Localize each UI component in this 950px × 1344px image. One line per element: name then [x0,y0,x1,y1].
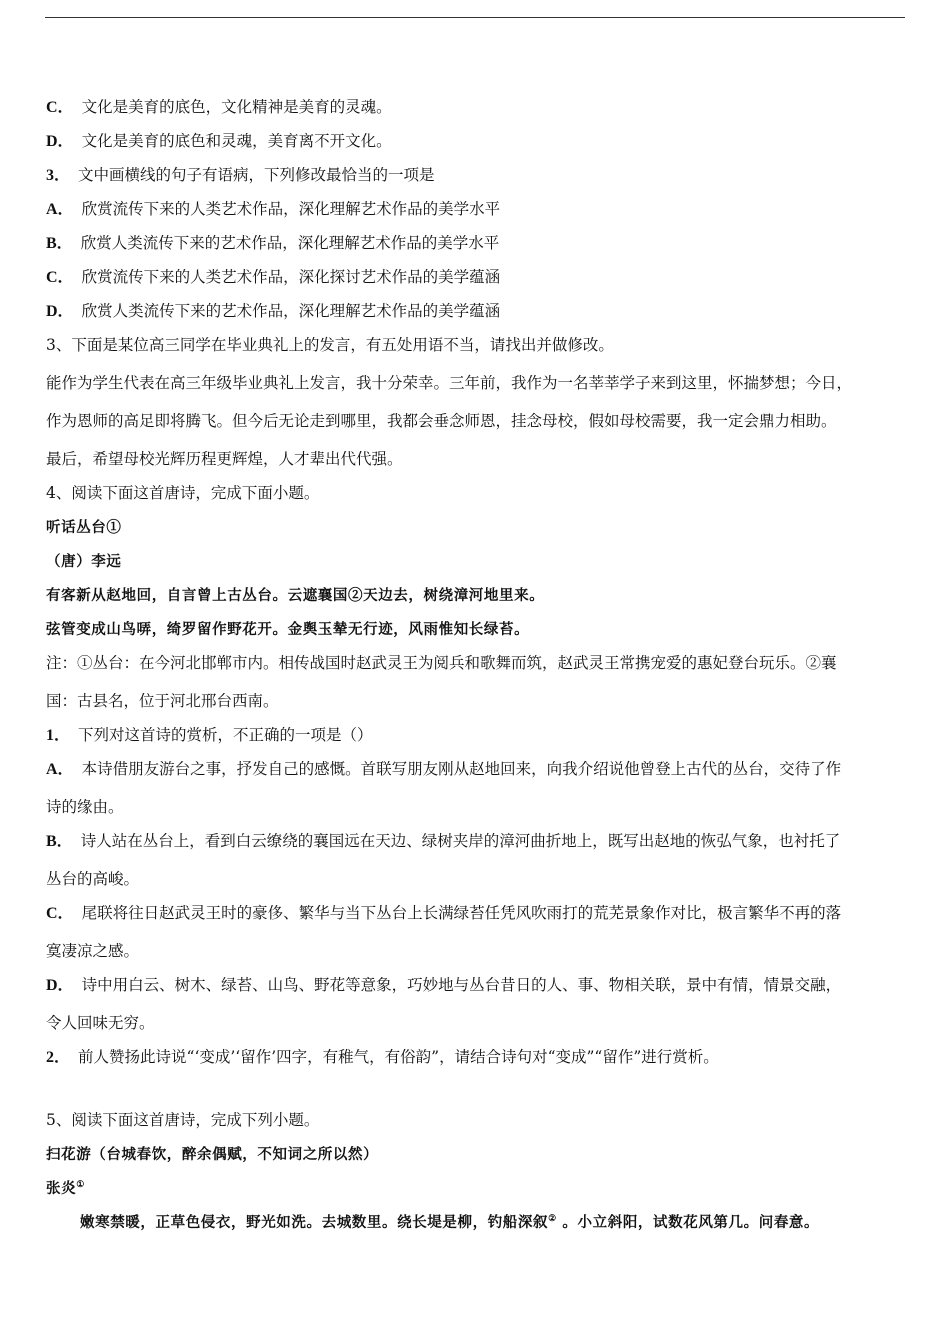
option-text: 本诗借朋友游台之事，抒发自己的感慨。首联写朋友刚从赵地回来，向我介绍说他曾登上古代的丛台，交待了作 [81,760,842,778]
note-line: 国：古县名，位于河北邢台西南。 [46,692,279,710]
option-text: 文化是美育的底色，文化精神是美育的灵魂。 [81,98,392,116]
note-line: 注：①丛台：在今河北邯郸市内。相传战国时赵武灵王为阅兵和歌舞而筑，赵武灵王常携宠爱的惠妃登台玩乐。②襄 [46,654,837,672]
poem-text: 。小立斜阳，试数花风第几。问春意。 [556,1214,820,1231]
option-text: 文化是美育的底色和灵魂，美育离不开文化。 [81,132,392,150]
question-text: 下列对这首诗的赏析，不正确的一项是（） [78,726,373,744]
question-title: 3、下面是某位高三同学在毕业典礼上的发言，有五处用语不当，请找出并做修改。 [46,336,614,354]
option-text: 欣赏人类流传下来的艺术作品，深化理解艺术作品的美学蕴涵 [81,302,501,320]
option-label: B． [46,833,73,850]
poem-author: （唐）李远 [46,553,122,570]
option-b [46,234,914,253]
option-label: A． [46,761,74,778]
header-rule [45,17,905,18]
option-continuation: 丛台的高峻。 [46,870,140,888]
poem-title: 听话丛台① [46,519,122,536]
option-label: C． [46,905,74,922]
poem-author [46,1179,914,1198]
poem-line: 有客新从赵地回，自言曾上古丛台。云遮襄国②天边去，树绕漳河地里来。 [46,587,545,604]
footnote-mark: ② [548,1214,557,1225]
poem-line [46,1213,914,1232]
option-text: 欣赏人类流传下来的艺术作品，深化理解艺术作品的美学水平 [80,234,500,252]
option-a [46,760,914,779]
poem-text: 嫩寒禁暖，正草色侵衣，野光如洗。去城数里。绕长堤是柳，钓船深叙 [80,1214,549,1231]
question-stem [46,166,914,185]
option-label: C． [46,269,74,286]
document-page [46,98,914,1232]
question-text: 前人赞扬此诗说“‘变成’‘留作’四字，有稚气，有俗韵”，请结合诗句对“变成”“留作”进行赏析。 [78,1048,719,1066]
option-continuation: 令人回味无穷。 [46,1014,155,1032]
option-c [46,98,914,117]
option-label: D． [46,303,74,320]
poem-title: 扫花游（台城春饮，醉余偶赋，不知词之所以然） [46,1146,379,1163]
option-text: 诗中用白云、树木、绿苔、山鸟、野花等意象，巧妙地与丛台昔日的人、事、物相关联，景中有情，情景交融， [81,976,842,994]
option-label: D． [46,133,74,150]
option-text: 欣赏流传下来的人类艺术作品，深化理解艺术作品的美学水平 [81,200,501,218]
option-label: B． [46,235,73,252]
option-text: 诗人站在丛台上，看到白云缭绕的襄国远在天边、绿树夹岸的漳河曲折地上，既写出赵地的恢弘气象，也衬托了 [80,832,841,850]
option-d [46,132,914,151]
option-continuation: 寞凄凉之感。 [46,942,140,960]
question-stem [46,726,914,745]
question-stem [46,1048,914,1067]
option-continuation: 诗的缘由。 [46,798,124,816]
question-number: 2． [46,1049,71,1066]
question-text: 文中画横线的句子有语病，下列修改最恰当的一项是 [78,166,435,184]
option-c [46,904,914,923]
poem-line: 弦管变成山鸟哢，绮罗留作野花开。金舆玉辇无行迹，风雨惟知长绿苔。 [46,621,530,638]
question-number: 3． [46,167,71,184]
question-number: 1． [46,727,71,744]
passage-line: 最后，希望母校光辉历程更辉煌，人才辈出代代强。 [46,450,403,468]
option-a [46,200,914,219]
option-d [46,976,914,995]
passage-line: 作为恩师的高足即将腾飞。但今后无论走到哪里，我都会垂念师恩，挂念母校，假如母校需要，我一定会鼎力相助。 [46,412,837,430]
author-name: 张炎 [46,1180,77,1197]
question-title: 5、阅读下面这首唐诗，完成下列小题。 [46,1111,320,1129]
option-label: D． [46,977,74,994]
option-c [46,268,914,287]
option-b [46,832,914,851]
footnote-mark: ① [76,1180,85,1191]
option-label: A． [46,201,74,218]
option-d [46,302,914,321]
passage-line: 能作为学生代表在高三年级毕业典礼上发言，我十分荣幸。三年前，我作为一名莘莘学子来到这里，怀揣梦想；今日， [46,374,853,392]
option-text: 欣赏流传下来的人类艺术作品，深化探讨艺术作品的美学蕴涵 [81,268,501,286]
option-label: C． [46,99,74,116]
option-text: 尾联将往日赵武灵王时的豪侈、繁华与当下丛台上长满绿苔任凭风吹雨打的荒芜景象作对比，极言繁华不再的落 [81,904,842,922]
question-title: 4、阅读下面这首唐诗，完成下面小题。 [46,484,320,502]
